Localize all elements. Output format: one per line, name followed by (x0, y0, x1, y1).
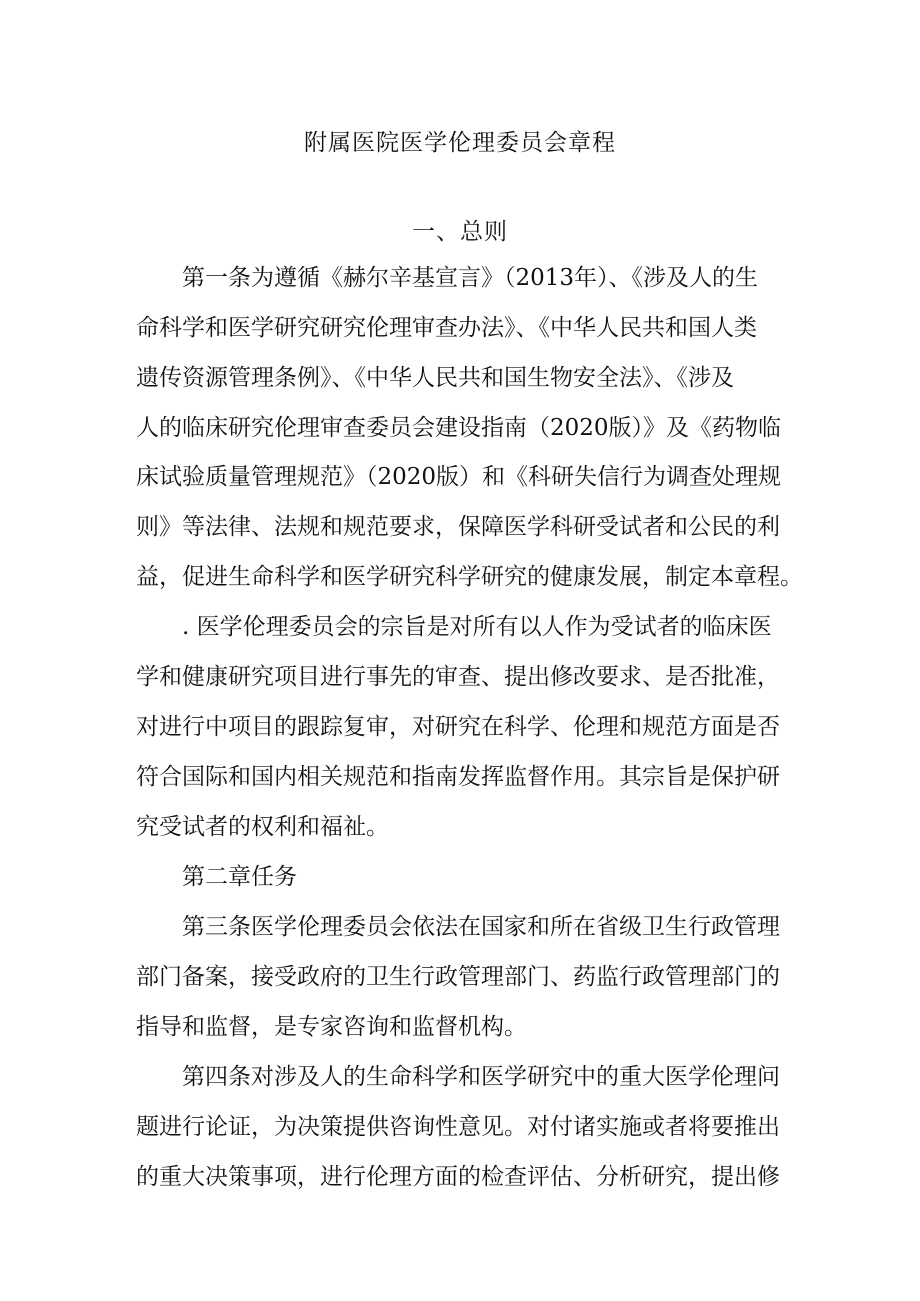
paragraph-line: 题进行论证，为决策提供咨询性意见。对付诸实施或者将要推出 (136, 1114, 780, 1140)
paragraph-line: 床试验质量管理规范》（2020版）和《科研失信行为调查处理规 (136, 464, 782, 490)
paragraph-line: 部门备案，接受政府的卫生行政管理部门、药监行政管理部门的 (136, 964, 780, 990)
paragraph-line: 第三条医学伦理委员会依法在国家和所在省级卫生行政管理 (182, 914, 780, 940)
paragraph-line: . 医学伦理委员会的宗旨是对所有以人作为受试者的临床医 (182, 614, 772, 640)
chapter-heading: 第二章任务 (182, 864, 297, 890)
paragraph-line: 命科学和医学研究研究伦理审查办法》、《中华人民共和国人类 (136, 315, 757, 341)
paragraph-line: 的重大决策事项，进行伦理方面的检查评估、分析研究，提出修 (136, 1164, 780, 1190)
paragraph-line: 对进行中项目的跟踪复审，对研究在科学、伦理和规范方面是否 (136, 714, 780, 740)
paragraph-line: 第一条为遵循《赫尔辛基宣言》（2013年）、《涉及人的生 (182, 265, 759, 291)
paragraph-line: 遗传资源管理条例》、《中华人民共和国生物安全法》、《涉及 (136, 365, 734, 391)
paragraph-line: 则》等法律、法规和规范要求，保障医学科研受试者和公民的利 (136, 514, 780, 540)
section-heading: 一、总则 (412, 219, 508, 245)
document-title: 附属医院医学伦理委员会章程 (304, 130, 616, 156)
paragraph-line: 益，促进生命科学和医学研究科学研究的健康发展，制定本章程。 (136, 564, 803, 590)
paragraph-line: 人的临床研究伦理审查委员会建设指南（2020版）》及《药物临 (136, 415, 782, 441)
paragraph-line: 究受试者的权利和福祉。 (136, 814, 389, 840)
paragraph-line: 学和健康研究项目进行事先的审查、提出修改要求、是否批准， (136, 664, 780, 690)
paragraph-line: 符合国际和国内相关规范和指南发挥监督作用。其宗旨是保护研 (136, 764, 780, 790)
paragraph-line: 第四条对涉及人的生命科学和医学研究中的重大医学伦理问 (182, 1064, 780, 1090)
paragraph-line: 指导和监督，是专家咨询和监督机构。 (136, 1014, 527, 1040)
